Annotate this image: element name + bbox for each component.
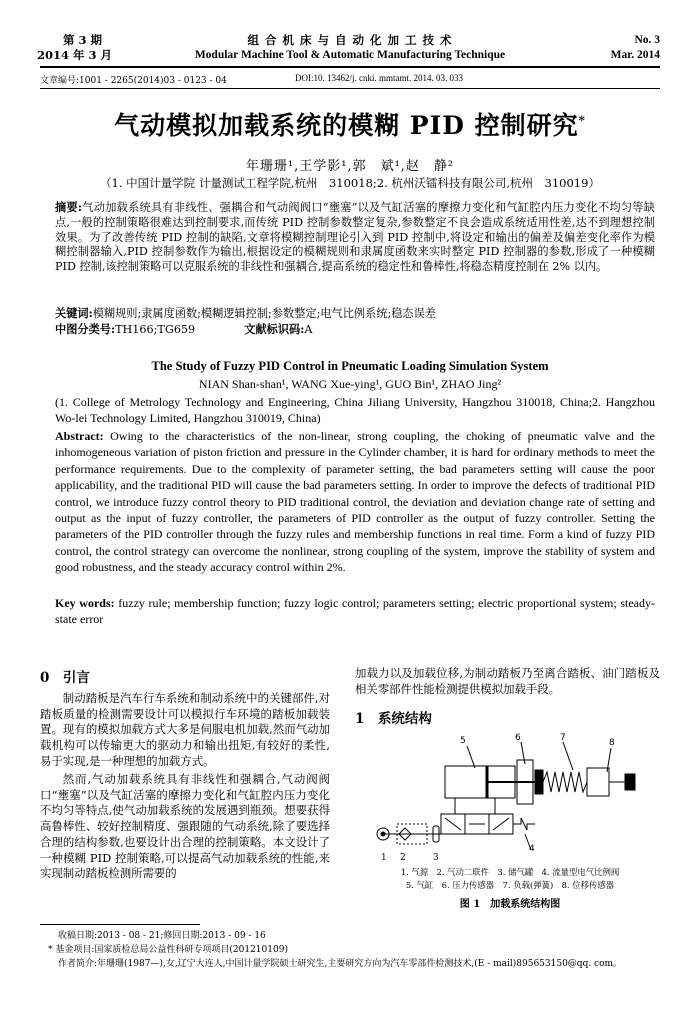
keywords-cn: 关键词:模糊规则;隶属度函数;模糊逻辑控制;参数整定;电气比例系统;稳态误差 <box>55 306 436 320</box>
article-number: 文章编号:1001 - 2265(2014)03 - 0123 - 04 <box>40 76 227 86</box>
authors-cn: 年珊珊¹,王学影¹,郭 斌¹,赵 静² <box>245 159 455 174</box>
issue-number-en: No. 3 <box>634 34 660 46</box>
fig-label-7: 7 <box>560 733 566 743</box>
section-heading-introduction: 0 引言 <box>40 670 90 686</box>
classification-cn: 中图分类号:TH166;TG659 文献标识码:A <box>55 322 313 336</box>
date-en: Mar. 2014 <box>610 49 660 61</box>
affiliation-en: (1. College of Metrology Technology and Engineering, China Jiliang University, Hangzhou 310018, China;2. Hangzhou Wo-lei Technology Limited, Hangzhou 310019, China) <box>55 395 655 426</box>
abstract-en: Abstract: Owing to the characteristics of the non-linear, strong coupling, the choking of pneumatic valve and the inhomogeneous variation of piston friction and pressure in the Cylinder chamber, it is hard for ordinary methods to meet the performance requirements. Due to the complexity of parameter setting, the bad parameters setting will cause the poor applicability, and the traditional PID will cause the bad parameters setting. In order to improve the defects of traditional PID control, we introduce fuzzy control theory to PID traditional control, the deviation and deviation change rate of setting and output as the input of fuzzy controller, the parameters of PID controller as the output of fuzzy controller. Setting the parameters of the PID controller through the fuzzy rules and membership functions in real time. Form a kind of fuzzy PID control, the control strategy can overcome the nonlinear, strong coupling of the system, improve the stability of system and good robustness, and the steady accuracy control within 2%. <box>55 429 655 575</box>
affiliation-cn: （1. 中国计量学院 计量测试工程学院,杭州 310018;2. 杭州沃镭科技有限公司,杭州 310019） <box>100 176 600 190</box>
footnote-author: 作者简介:年珊珊(1987—),女,辽宁大连人,中国计量学院硕士研究生,主要研究方向为汽车零部件检测技术,(E - mail)895653150@qq. com。 <box>58 959 623 969</box>
displacement-sensor <box>587 768 609 796</box>
authors-en: NIAN Shan-shan¹, WANG Xue-ying¹, GUO Bin¹, ZHAO Jing² <box>198 377 502 391</box>
leader-6 <box>521 742 525 764</box>
header-rule <box>40 66 660 68</box>
footnote-received: 收稿日期:2013 - 08 - 21;修回日期:2013 - 09 - 16 <box>58 931 266 941</box>
fig-label-2: 2 <box>400 853 406 863</box>
load-plate <box>535 770 543 794</box>
fig-label-5: 5 <box>460 736 466 746</box>
air-source-center <box>381 832 385 836</box>
system-structure-diagram <box>375 730 655 854</box>
issue-number-cn: 第 3 期 <box>63 33 103 47</box>
figure-caption: 图 1 加载系统结构图 <box>459 899 561 910</box>
section-heading-system-structure: 1 系统结构 <box>355 711 432 727</box>
leader-5 <box>467 746 475 768</box>
wall-mount <box>625 774 635 790</box>
keywords-en: Key words: fuzzy rule; membership function; fuzzy logic control; parameters setting; electric proportional system; steady-state error <box>55 596 655 627</box>
journal-name-cn: 组 合 机 床 与 自 动 化 加 工 技 术 <box>247 33 453 47</box>
footnote-rule <box>40 924 200 925</box>
paper-title-cn: 气动模拟加载系统的模糊 PID 控制研究* <box>114 111 586 140</box>
date-cn: 2014 年 3 月 <box>37 48 113 62</box>
intro-paragraph-2: 然而,气动加载系统具有非线性和强耦合,气动阀阀口“壅塞”以及气缸活塞的摩擦力变化和气缸腔内压力变化不均匀等特点,使气动加载系统的发展遇到瓶颈。想要获得高鲁棒性、较好控制精度、强跟随的气动系统,除了要选择合理的结构参数,也要设计出合理的控制策略。本文设计了一种模糊 PID 控制策略,可以提高气动加载系统的性能,来实现制动踏板检测所需要的 <box>40 772 330 881</box>
fig-label-6: 6 <box>515 733 521 743</box>
leader-7 <box>563 742 573 770</box>
journal-name-en: Modular Machine Tool & Automatic Manufacturing Technique <box>194 49 506 61</box>
fig-label-8: 8 <box>609 738 615 748</box>
intro-paragraph-3: 加载力以及加载位移,为制动踏板乃至离合踏板、油门踏板及相关零部件性能检测提供模拟加载手段。 <box>355 666 660 696</box>
valve-arrow-3 <box>493 818 509 830</box>
fig-label-3: 3 <box>433 853 439 863</box>
spring-load <box>543 772 587 792</box>
abstract-cn: 摘要:气动加载系统具有非线性、强耦合和气动阀阀口“壅塞”以及气缸活塞的摩擦力变化和气缸腔内压力变化不均匀等缺点,一般的控制策略很难达到控制要求,而传统 PID 控制参数整定复杂,参数整定不良会造成系统适用性差,达不到理想控制效果。为了改善传统 PID 控制的缺陷,文章将模糊控制理论引入到 PID 控制中,将设定和输出的偏差及偏差变化率作为模糊控制器输入,PID 控制参数作为输出,根据设定的模糊规则和隶属度函数来实时整定 PID 控制器的参数,形成了一种模糊 PID 控制,该控制策略可以克服系统的非线性和强耦合,提高系统的稳定性和鲁棒性,将稳态精度控制在 2% 以内。 <box>55 200 655 274</box>
doi: DOI:10. 13462/j. cnki. mmtamt. 2014. 03. 033 <box>295 73 463 83</box>
intro-paragraph-1: 制动踏板是汽车行车系统和制动系统中的关键部件,对踏板质量的检测需要设计可以模拟行车环境的踏板加载装置。现有的模拟加载方式大多是伺服电机加载,然而气动加载机构可以传输更大的驱动力和输出扭矩,有较好的柔性,易于实现,是一种理想的加载方式。 <box>40 691 330 768</box>
info-rule <box>40 88 660 89</box>
fig-label-4: 4 <box>529 844 535 854</box>
figure-legend: 1. 气源 2. 气动二联件 3. 储气罐 4. 流量型电气比例阀 5. 气缸 6. 压力传感器 7. 负载(弹簧) 8. 位移传感器 <box>400 867 620 890</box>
valve-arrow-1 <box>445 818 461 830</box>
fig-label-1: 1 <box>381 853 387 863</box>
valve-solenoid <box>513 818 535 830</box>
footnote-fund: * 基金项目:国家质检总局公益性科研专项项目(201210109) <box>48 945 288 955</box>
paper-title-en: The Study of Fuzzy PID Control in Pneumatic Loading Simulation System <box>151 359 549 373</box>
